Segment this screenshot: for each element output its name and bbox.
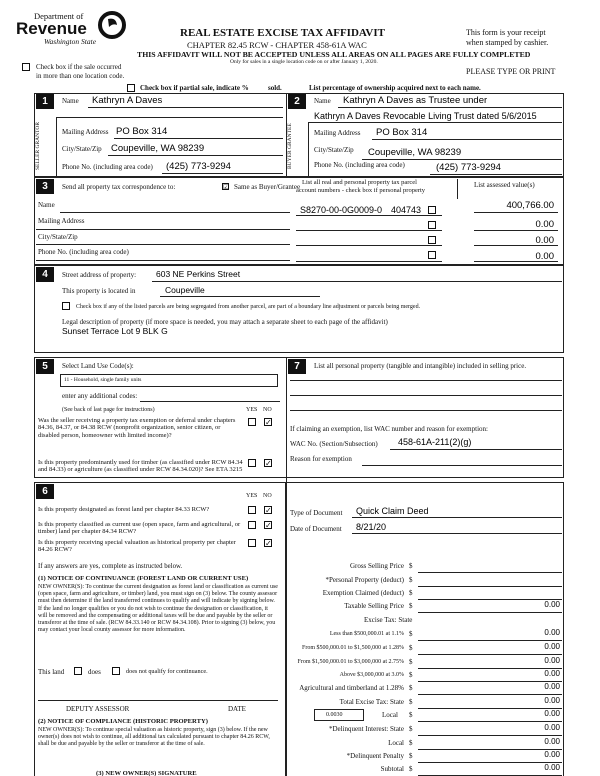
s5-question-1: Was the seller receiving a property tax exemption or deferral under chapters 84.36, 84.37, or 84.38 RCW (nonprofit organization, senior citizen, or disabled person, homeowner with limited income)?	[38, 417, 236, 439]
s3-same-label: Same as Buyer/Grantee	[234, 183, 301, 191]
s3-city-label: City/State/Zip	[38, 233, 78, 241]
s5-additional-field[interactable]	[140, 401, 280, 402]
s2-city[interactable]: Coupeville, WA 98239	[368, 147, 462, 158]
tax-dollar-gross: $	[409, 562, 413, 570]
s7-doc-type[interactable]: Quick Claim Deed	[356, 506, 429, 516]
s6-q2-yes[interactable]	[248, 521, 256, 529]
s7-wac-claim: If claiming an exemption, list WAC number and reason for exemption:	[290, 425, 488, 433]
sold-label: sold.	[268, 84, 282, 92]
s7-wac-number[interactable]: 458-61A-211(2)(g)	[398, 437, 472, 447]
section-2-badge: 2	[288, 94, 306, 109]
s3-personal-checkbox-3[interactable]	[428, 236, 436, 244]
s1-city[interactable]: Coupeville, WA 98239	[111, 143, 205, 154]
receipt-note-2: when stamped by cashier.	[466, 38, 549, 47]
tax-dollar-agricultural: $	[409, 684, 413, 692]
s3-addr-label: Mailing Address	[38, 217, 85, 225]
s6-deputy-label: DEPUTY ASSESSOR	[66, 705, 130, 713]
s2-addr-label: Mailing Address	[314, 129, 361, 137]
s3-value-2[interactable]: 0.00	[535, 219, 554, 230]
s6-q1-yes[interactable]	[248, 506, 256, 514]
s4-street[interactable]: 603 NE Perkins Street	[156, 269, 241, 279]
tax-dollar-total-state: $	[409, 698, 413, 706]
s5-q2-no[interactable]: ✓	[265, 459, 272, 468]
tax-dollar-bracket-1: $	[409, 630, 413, 638]
s5-q2-yes[interactable]	[248, 459, 256, 467]
s3-phone-label: Phone No. (including area code)	[38, 248, 129, 256]
s2-addr[interactable]: PO Box 314	[376, 127, 428, 138]
s7-personal-label: List all personal property (tangible and intangible) included in selling price.	[314, 362, 527, 370]
s6-no-header: NO	[263, 493, 272, 499]
s5-yes-header: YES	[246, 407, 258, 413]
s5-seeback: (See back of last page for instructions)	[62, 407, 155, 413]
s3-value-header: List assessed value(s)	[474, 181, 535, 189]
tax-value-interest-state[interactable]: 0.00	[544, 723, 560, 732]
s5-q1-yes[interactable]	[248, 418, 256, 426]
tax-label-exemption: Exemption Claimed (deduct)	[322, 589, 404, 597]
revenue-logo-icon	[98, 11, 126, 39]
s6-does-not-label: does not qualify for continuance.	[126, 668, 208, 675]
partial-sale-label: Check box if partial sale, indicate %	[140, 84, 249, 92]
s3-send-label: Send all property tax correspondence to:	[62, 183, 176, 191]
s3-personal-checkbox-1[interactable]	[428, 206, 436, 214]
s1-phone-label: Phone No. (including area code)	[62, 163, 153, 171]
s5-landuse-label: Select Land Use Code(s):	[62, 362, 134, 370]
tax-label-agricultural: Agricultural and timberland at 1.28%	[299, 684, 404, 692]
tax-dollar-interest-state: $	[409, 725, 413, 733]
section-6-badge: 6	[36, 484, 54, 499]
tax-label-bracket-2: From $500,000.01 to $1,500,000 at 1.28%	[302, 645, 404, 651]
tax-value-subtotal[interactable]: 0.00	[544, 763, 560, 772]
s3-personal-checkbox-2[interactable]	[428, 221, 436, 229]
s1-addr[interactable]: PO Box 314	[116, 126, 168, 137]
tax-label-bracket-3: From $1,500,000.01 to $3,000,000 at 2.75%	[297, 659, 404, 665]
s6-question-1: Is this property designated as forest land per chapter 84.33 RCW?	[38, 506, 210, 513]
tax-dollar-interest-local: $	[409, 739, 413, 747]
s3-parcel-header-2: account numbers - check box if personal property	[296, 187, 426, 194]
s6-notice-2-text: NEW OWNER(S): To continue special valuation as historic property, sign (3) below. If the new owner(s) does not wish to continue, all additional tax calculated pursuant to chapter 84.26 RCW, shall be due and payable by the seller or transferor at the time of sale.	[38, 727, 270, 748]
tax-dollar-bracket-4: $	[409, 671, 413, 679]
s2-name-1[interactable]: Kathryn A Daves as Trustee under	[343, 95, 488, 106]
s3-value-3[interactable]: 0.00	[535, 235, 554, 246]
partial-sale-checkbox[interactable]	[127, 84, 135, 92]
s3-same-checkbox[interactable]: ☑	[223, 183, 229, 191]
s6-notice-1-text: NEW OWNER(S): To continue the current designation as forest land or classification as current use (open space, farm and agriculture, or timber) land, you must sign on (3) below. The county assessor must then determine if the land transferred continues to qualify and will indicate by signing below. If the land no longer qualifies or you do not wish to continue the designation or classification, it will be removed and the compensating or additional taxes will be due and payable by the seller or transferor at the time of sale. (RCW 84.33.140 or RCW 84.34.108). Prior to signing (3) below, you may contact your local county assessor for more information.	[38, 584, 278, 634]
s4-segregate-checkbox[interactable]	[62, 302, 70, 310]
s7-doc-date-label: Date of Document	[290, 525, 342, 533]
s6-date-label: DATE	[228, 705, 246, 713]
tax-value-agricultural[interactable]: 0.00	[544, 682, 560, 691]
s6-q3-yes[interactable]	[248, 539, 256, 547]
dept-label: Department of	[34, 11, 84, 21]
s6-question-2: Is this property classified as current use (open space, farm and agricultural, or timber) land per chapter 84.34 RCW?	[38, 521, 241, 536]
buyer-grantee-label: BUYER GRANTEE	[287, 123, 293, 169]
s7-doc-type-label: Type of Document	[290, 509, 343, 517]
tax-dollar-taxable: $	[409, 602, 413, 610]
s6-assessor-signature[interactable]	[38, 700, 278, 701]
tax-dollar-bracket-2: $	[409, 644, 413, 652]
s6-yes-header: YES	[246, 493, 258, 499]
form-title: REAL ESTATE EXCISE TAX AFFIDAVIT	[180, 27, 385, 39]
s3-parcel-number[interactable]: S8270-00-0G0009-0	[300, 205, 383, 215]
s2-phone-label: Phone No. (including area code)	[314, 161, 405, 169]
tax-label-interest-local: Local	[388, 739, 404, 747]
s4-location-label: This property is located in	[62, 287, 136, 295]
tax-dollar-exemption: $	[409, 589, 413, 597]
section-4-badge: 4	[36, 267, 54, 282]
section-1-badge: 1	[36, 94, 54, 109]
s1-addr-label: Mailing Address	[62, 128, 109, 136]
multi-location-label-1: Check box if the sale occurred	[36, 63, 122, 71]
revenue-logo-text: Revenue	[16, 19, 87, 38]
s5-landuse-value: 11 - Household, single family units	[64, 377, 142, 383]
tax-local-rate: 0.0030	[326, 712, 343, 718]
state-label: Washington State	[44, 37, 97, 46]
s6-this-land: This land	[38, 668, 65, 676]
s6-q2-no[interactable]: ✓	[265, 521, 272, 530]
section-7-badge: 7	[288, 359, 306, 374]
tax-label-bracket-4: Above $3,000,000 at 3.0%	[339, 672, 404, 678]
s6-does-checkbox[interactable]	[74, 667, 82, 675]
tax-dollar-subtotal: $	[409, 765, 413, 773]
s6-q1-no[interactable]: ✓	[265, 506, 272, 515]
tax-value-interest-local[interactable]: 0.00	[544, 737, 560, 746]
s3-personal-checkbox-4[interactable]	[428, 251, 436, 259]
tax-value-taxable[interactable]: 0.00	[544, 600, 560, 609]
tax-label-taxable: Taxable Selling Price	[344, 602, 404, 610]
section-5-badge: 5	[36, 359, 54, 374]
type-or-print: PLEASE TYPE OR PRINT	[466, 67, 556, 76]
tax-dollar-personal: $	[409, 576, 413, 584]
tax-value-penalty[interactable]: 0.00	[544, 750, 560, 759]
tax-value-bracket-4[interactable]: 0.00	[544, 669, 560, 678]
s3-name-label: Name	[38, 201, 55, 209]
tax-label-penalty: *Delinquent Penalty	[346, 752, 404, 760]
tax-label-bracket-1: Less than $500,000.01 at 1.1%	[329, 631, 404, 637]
s6-notice-2-title: (2) NOTICE OF COMPLIANCE (HISTORIC PROPERTY)	[38, 718, 208, 725]
s7-doc-date[interactable]: 8/21/20	[356, 522, 387, 532]
tax-label-interest-state: *Delinquent Interest: State	[328, 725, 404, 733]
s6-question-3: Is this property receiving special valuation as historical property per chapter 84.26 RCW?	[38, 539, 236, 554]
tax-label-total-state: Total Excise Tax: State	[339, 698, 404, 706]
s3-parcel-header-1: List all real and personal property tax parcel	[302, 179, 417, 186]
form-chapter: CHAPTER 82.45 RCW - CHAPTER 458-61A WAC	[187, 40, 367, 50]
s5-no-header: NO	[263, 407, 272, 413]
tax-value-total-state[interactable]: 0.00	[544, 696, 560, 705]
s6-notice-1-title: (1) NOTICE OF CONTINUANCE (FOREST LAND OR CURRENT USE)	[38, 575, 249, 582]
s4-segregate-label: Check box if any of the listed parcels are being segregated from another parcel, are part of a boundary line adjustment or parcels being merged.	[76, 304, 421, 310]
tax-value-bracket-3[interactable]: 0.00	[544, 656, 560, 665]
tax-label-subtotal: Subtotal	[380, 765, 404, 773]
s7-wac-label: WAC No. (Section/Subsection)	[290, 440, 378, 448]
s4-legal-description[interactable]: Sunset Terrace Lot 9 BLK G	[62, 326, 168, 336]
form-warning: THIS AFFIDAVIT WILL NOT BE ACCEPTED UNLESS ALL AREAS ON ALL PAGES ARE FULLY COMPLETED	[137, 50, 531, 59]
s4-legal-label: Legal description of property (if more space is needed, you may attach a separate sheet to each page of the affidavit)	[62, 318, 388, 326]
s6-q3-no[interactable]: ✓	[265, 539, 272, 548]
multi-location-label-2: in more than one location code.	[36, 72, 125, 80]
s1-name[interactable]: Kathryn A Daves	[92, 95, 163, 106]
tax-value-local[interactable]: 0.00	[544, 709, 560, 718]
multi-location-checkbox[interactable]	[22, 63, 30, 71]
s6-does-not-checkbox[interactable]	[112, 667, 120, 675]
s6-notice-3-title: (3) NEW OWNER(S) SIGNATURE	[96, 770, 197, 776]
s2-name-2[interactable]: Kathryn A Daves Revocable Living Trust dated 5/6/2015	[314, 111, 537, 121]
tax-dollar-penalty: $	[409, 752, 413, 760]
s1-phone[interactable]: (425) 773-9294	[166, 161, 231, 172]
s3-value-4[interactable]: 0.00	[535, 251, 554, 262]
s2-phone[interactable]: (425) 773-9294	[436, 162, 501, 173]
receipt-note-1: This form is your receipt	[466, 28, 546, 37]
tax-dollar-local: $	[409, 711, 413, 719]
s4-location[interactable]: Coupeville	[165, 285, 205, 295]
s1-name-label: Name	[62, 97, 79, 105]
s3-account-number[interactable]: 404743	[391, 205, 422, 215]
section-3-badge: 3	[36, 179, 54, 194]
tax-label-personal: *Personal Property (deduct)	[325, 576, 404, 584]
s2-name-label: Name	[314, 97, 331, 105]
tax-dollar-bracket-3: $	[409, 658, 413, 666]
s5-additional-label: enter any additional codes:	[62, 392, 138, 400]
seller-grantor-label: SELLER GRANTOR	[35, 121, 41, 171]
s1-city-label: City/State/Zip	[62, 145, 102, 153]
s5-question-2: Is this property predominantly used for timber (as classified under RCW 84.34 and 84.33) or agriculture (as classified under RCW 84.34.020)? See ETA 3215	[38, 459, 243, 474]
s5-q1-no[interactable]: ✓	[265, 418, 272, 427]
s6-if-any: If any answers are yes, complete as instructed below.	[38, 563, 183, 570]
tax-value-bracket-1[interactable]: 0.00	[544, 628, 560, 637]
tax-value-bracket-2[interactable]: 0.00	[544, 642, 560, 651]
s7-reason-label: Reason for exemption	[290, 455, 352, 463]
tax-label-gross: Gross Selling Price	[349, 562, 404, 570]
s2-city-label: City/State/Zip	[314, 146, 354, 154]
tax-label-local: Local	[382, 711, 398, 719]
form-subnote: Only for sales in a single location code on or after January 1, 2020.	[230, 59, 378, 65]
s3-value-1[interactable]: 400,766.00	[506, 200, 554, 211]
s6-does-label: does	[88, 668, 101, 676]
s4-street-label: Street address of property:	[62, 271, 137, 279]
tax-label-excise-state: Excise Tax: State	[364, 616, 413, 624]
ownership-note: List percentage of ownership acquired next to each name.	[309, 84, 481, 92]
